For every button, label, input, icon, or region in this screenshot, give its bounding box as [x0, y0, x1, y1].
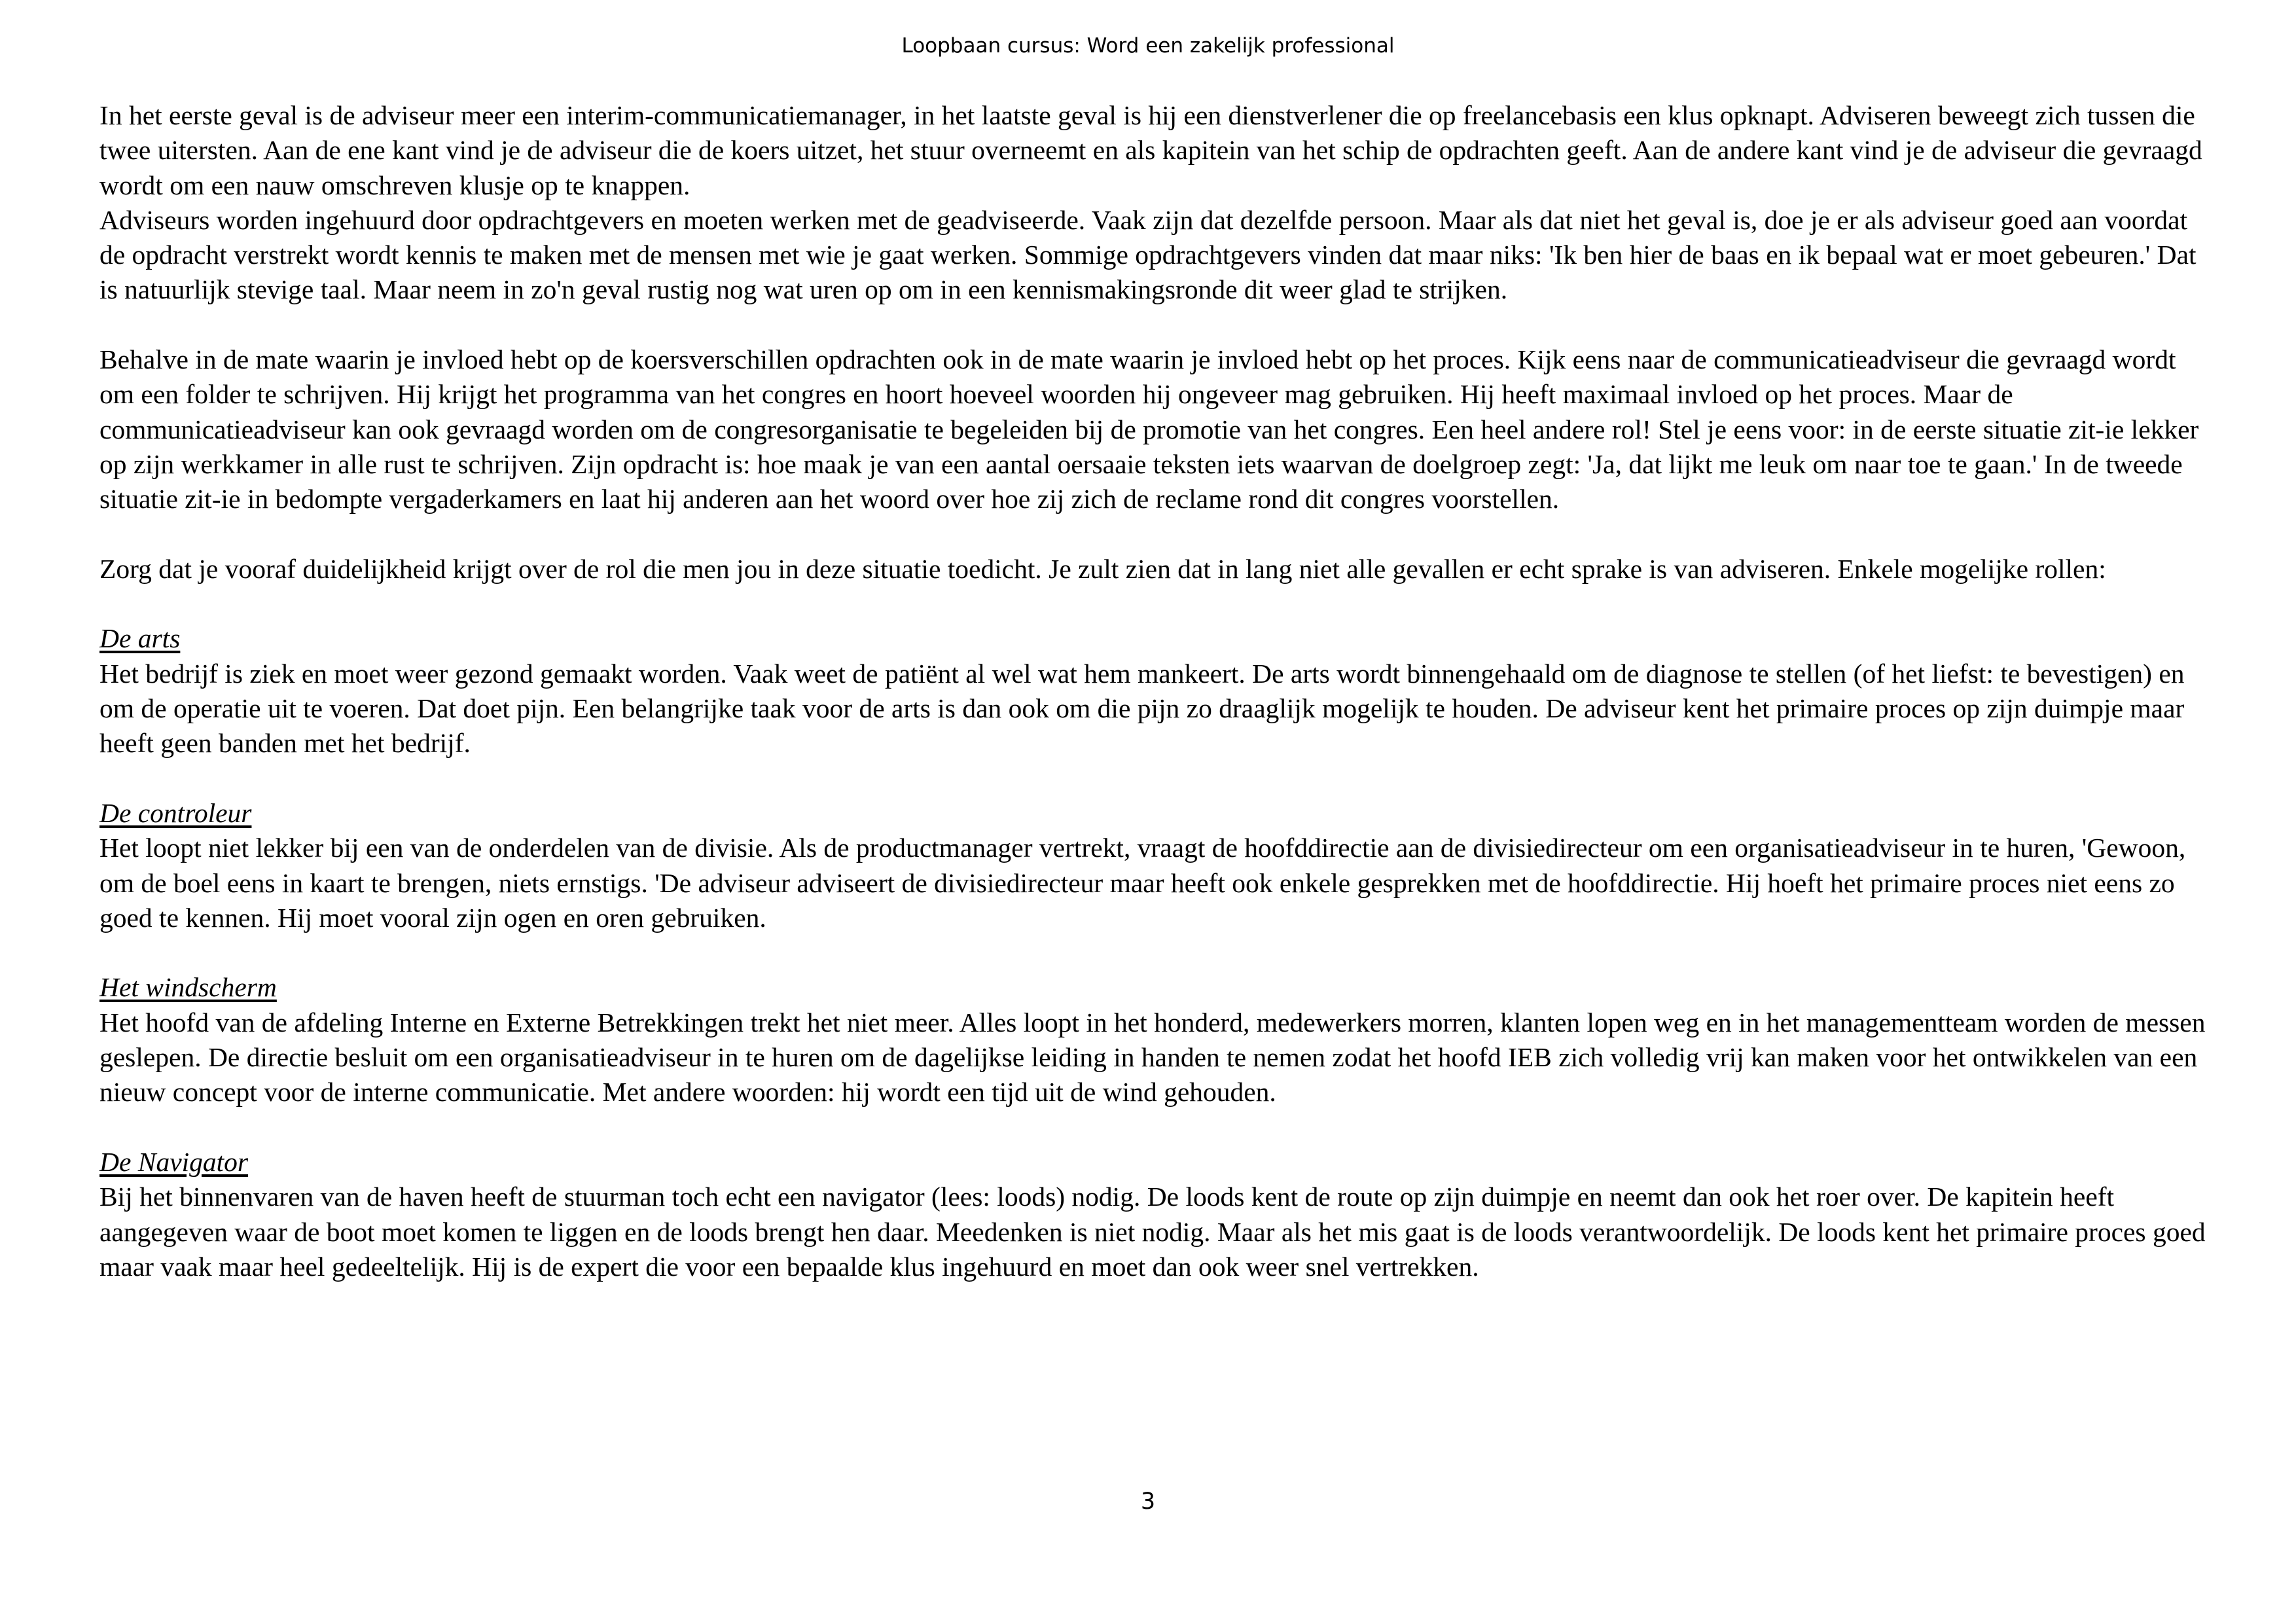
section-text-controleur: Het loopt niet lekker bij een van de onderdelen van de divisie. Als de productmanager vertrekt, vraagt de hoofddirectie aan de divisiedirecteur om een organisatieadviseur in te huren, 'Gewoon, om de boel eens in kaart te brengen, niets ernstigs. 'De adviseur adviseert de divisiedirecteur maar heeft ook enkele gesprekken met de hoofddirectie. Hij hoeft het primaire proces niet eens zo goed te kennen. Hij moet vooral zijn ogen en oren gebruiken.: [99, 833, 2186, 933]
section-heading-arts: De arts: [99, 623, 181, 654]
paragraph-gap: [99, 308, 2207, 342]
section-heading-windscherm: Het windscherm: [99, 972, 277, 1003]
document-body: [99, 98, 2207, 1284]
paragraph-intro-2: Adviseurs worden ingehuurd door opdrachtgevers en moeten werken met de geadviseerde. Vaak zijn dat dezelfde persoon. Maar als dat niet het geval is, doe je er als adviseur goed aan voordat de opdracht verstrekt wordt kennis te maken met de mensen met wie je gaat werken. Sommige opdrachtgevers vinden dat maar niks: 'Ik ben hier de baas en ik bepaal wat er moet gebeuren.' Dat is natuurlijk stevige taal. Maar neem in zo'n geval rustig nog wat uren op om in een kennismakingsronde dit weer glad te strijken.: [99, 204, 2197, 305]
paragraph-intro-3: Behalve in de mate waarin je invloed hebt op de koersverschillen opdrachten ook in de mate waarin je invloed hebt op het proces. Kijk eens naar de communicatieadviseur die gevraagd wordt om een folder te schrijven. Hij krijgt het programma van het congres en hoort hoeveel woorden hij ongeveer mag gebruiken. Hij heeft maximaal invloed op het proces. Maar de communicatieadviseur kan ook gevraagd worden om de congresorganisatie te begeleiden bij de promotie van het congres. Een heel andere rol! Stel je eens voor: in de eerste situatie zit-ie lekker op zijn werkkamer in alle rust te schrijven. Zijn opdracht is: hoe maak je van een aantal oersaaie teksten iets waarvan de doelgroep zegt: 'Ja, dat lijkt me leuk om naar toe te gaan.' In de tweede situatie zit-ie in bedompte vergaderkamers en laat hij anderen aan het woord over hoe zij zich de reclame rond dit congres voorstellen.: [99, 344, 2199, 514]
section-text-windscherm: Het hoofd van de afdeling Interne en Externe Betrekkingen trekt het niet meer. Alles loopt in het honderd, medewerkers morren, klanten lopen weg en in het managementteam worden de messen geslepen. De directie besluit om een organisatieadviseur in te huren om de dagelijkse leiding in handen te nemen zodat het hoofd IEB zich volledig vrij kan maken voor het ontwikkelen van een nieuw concept voor de interne communicatie. Met andere woorden: hij wordt een tijd uit de wind gehouden.: [99, 1007, 2206, 1108]
paragraph-gap: [99, 517, 2207, 552]
section-text-navigator: Bij het binnenvaren van de haven heeft de stuurman toch echt een navigator (lees: loods) nodig. De loods kent de route op zijn duimpje en neemt dan ook het roer over. De kapitein heeft aangegeven waar de boot moet komen te liggen en de loods brengt hen daar. Meedenken is niet nodig. Maar als het mis gaat is de loods verantwoordelijk. De loods kent het primaire proces goed maar vaak maar heel gedeeltelijk. Hij is de expert die voor een bepaalde klus ingehuurd en moet dan ook weer snel vertrekken.: [99, 1182, 2206, 1282]
paragraph-gap: [99, 935, 2207, 970]
paragraph-intro-4: Zorg dat je vooraf duidelijkheid krijgt over de rol die men jou in deze situatie toedicht. Je zult zien dat in lang niet alle gevallen er echt sprake is van adviseren. Enkele mogelijke rollen:: [99, 553, 2106, 584]
section-heading-controleur: De controleur: [99, 797, 252, 828]
paragraph-gap: [99, 586, 2207, 621]
running-header: Loopbaan cursus: Word een zakelijk professional: [901, 34, 1395, 58]
section-heading-navigator: De Navigator: [99, 1146, 249, 1177]
paragraph-gap: [99, 761, 2207, 796]
paragraph-intro-1: In het eerste geval is de adviseur meer een interim-communicatiemanager, in het laatste geval is hij een dienstverlener die op freelancebasis een klus opknapt. Adviseren beweegt zich tussen die twee uitersten. Aan de ene kant vind je de adviseur die de koers uitzet, het stuur overneemt en als kapitein van het schip de opdrachten geeft. Aan de andere kant vind je de adviseur die gevraagd wordt om een nauw omschreven klusje op te knappen.: [99, 100, 2202, 200]
section-text-arts: Het bedrijf is ziek en moet weer gezond gemaakt worden. Vaak weet de patiënt al wel wat hem mankeert. De arts wordt binnengehaald om de diagnose te stellen (of het liefst: te bevestigen) en om de operatie uit te voeren. Dat doet pijn. Een belangrijke taak voor de arts is dan ook om die pijn zo draaglijk mogelijk te houden. De adviseur kent het primaire proces op zijn duimpje maar heeft geen banden met het bedrijf.: [99, 658, 2185, 759]
paragraph-gap: [99, 1110, 2207, 1145]
page-number: 3: [1140, 1489, 1156, 1515]
